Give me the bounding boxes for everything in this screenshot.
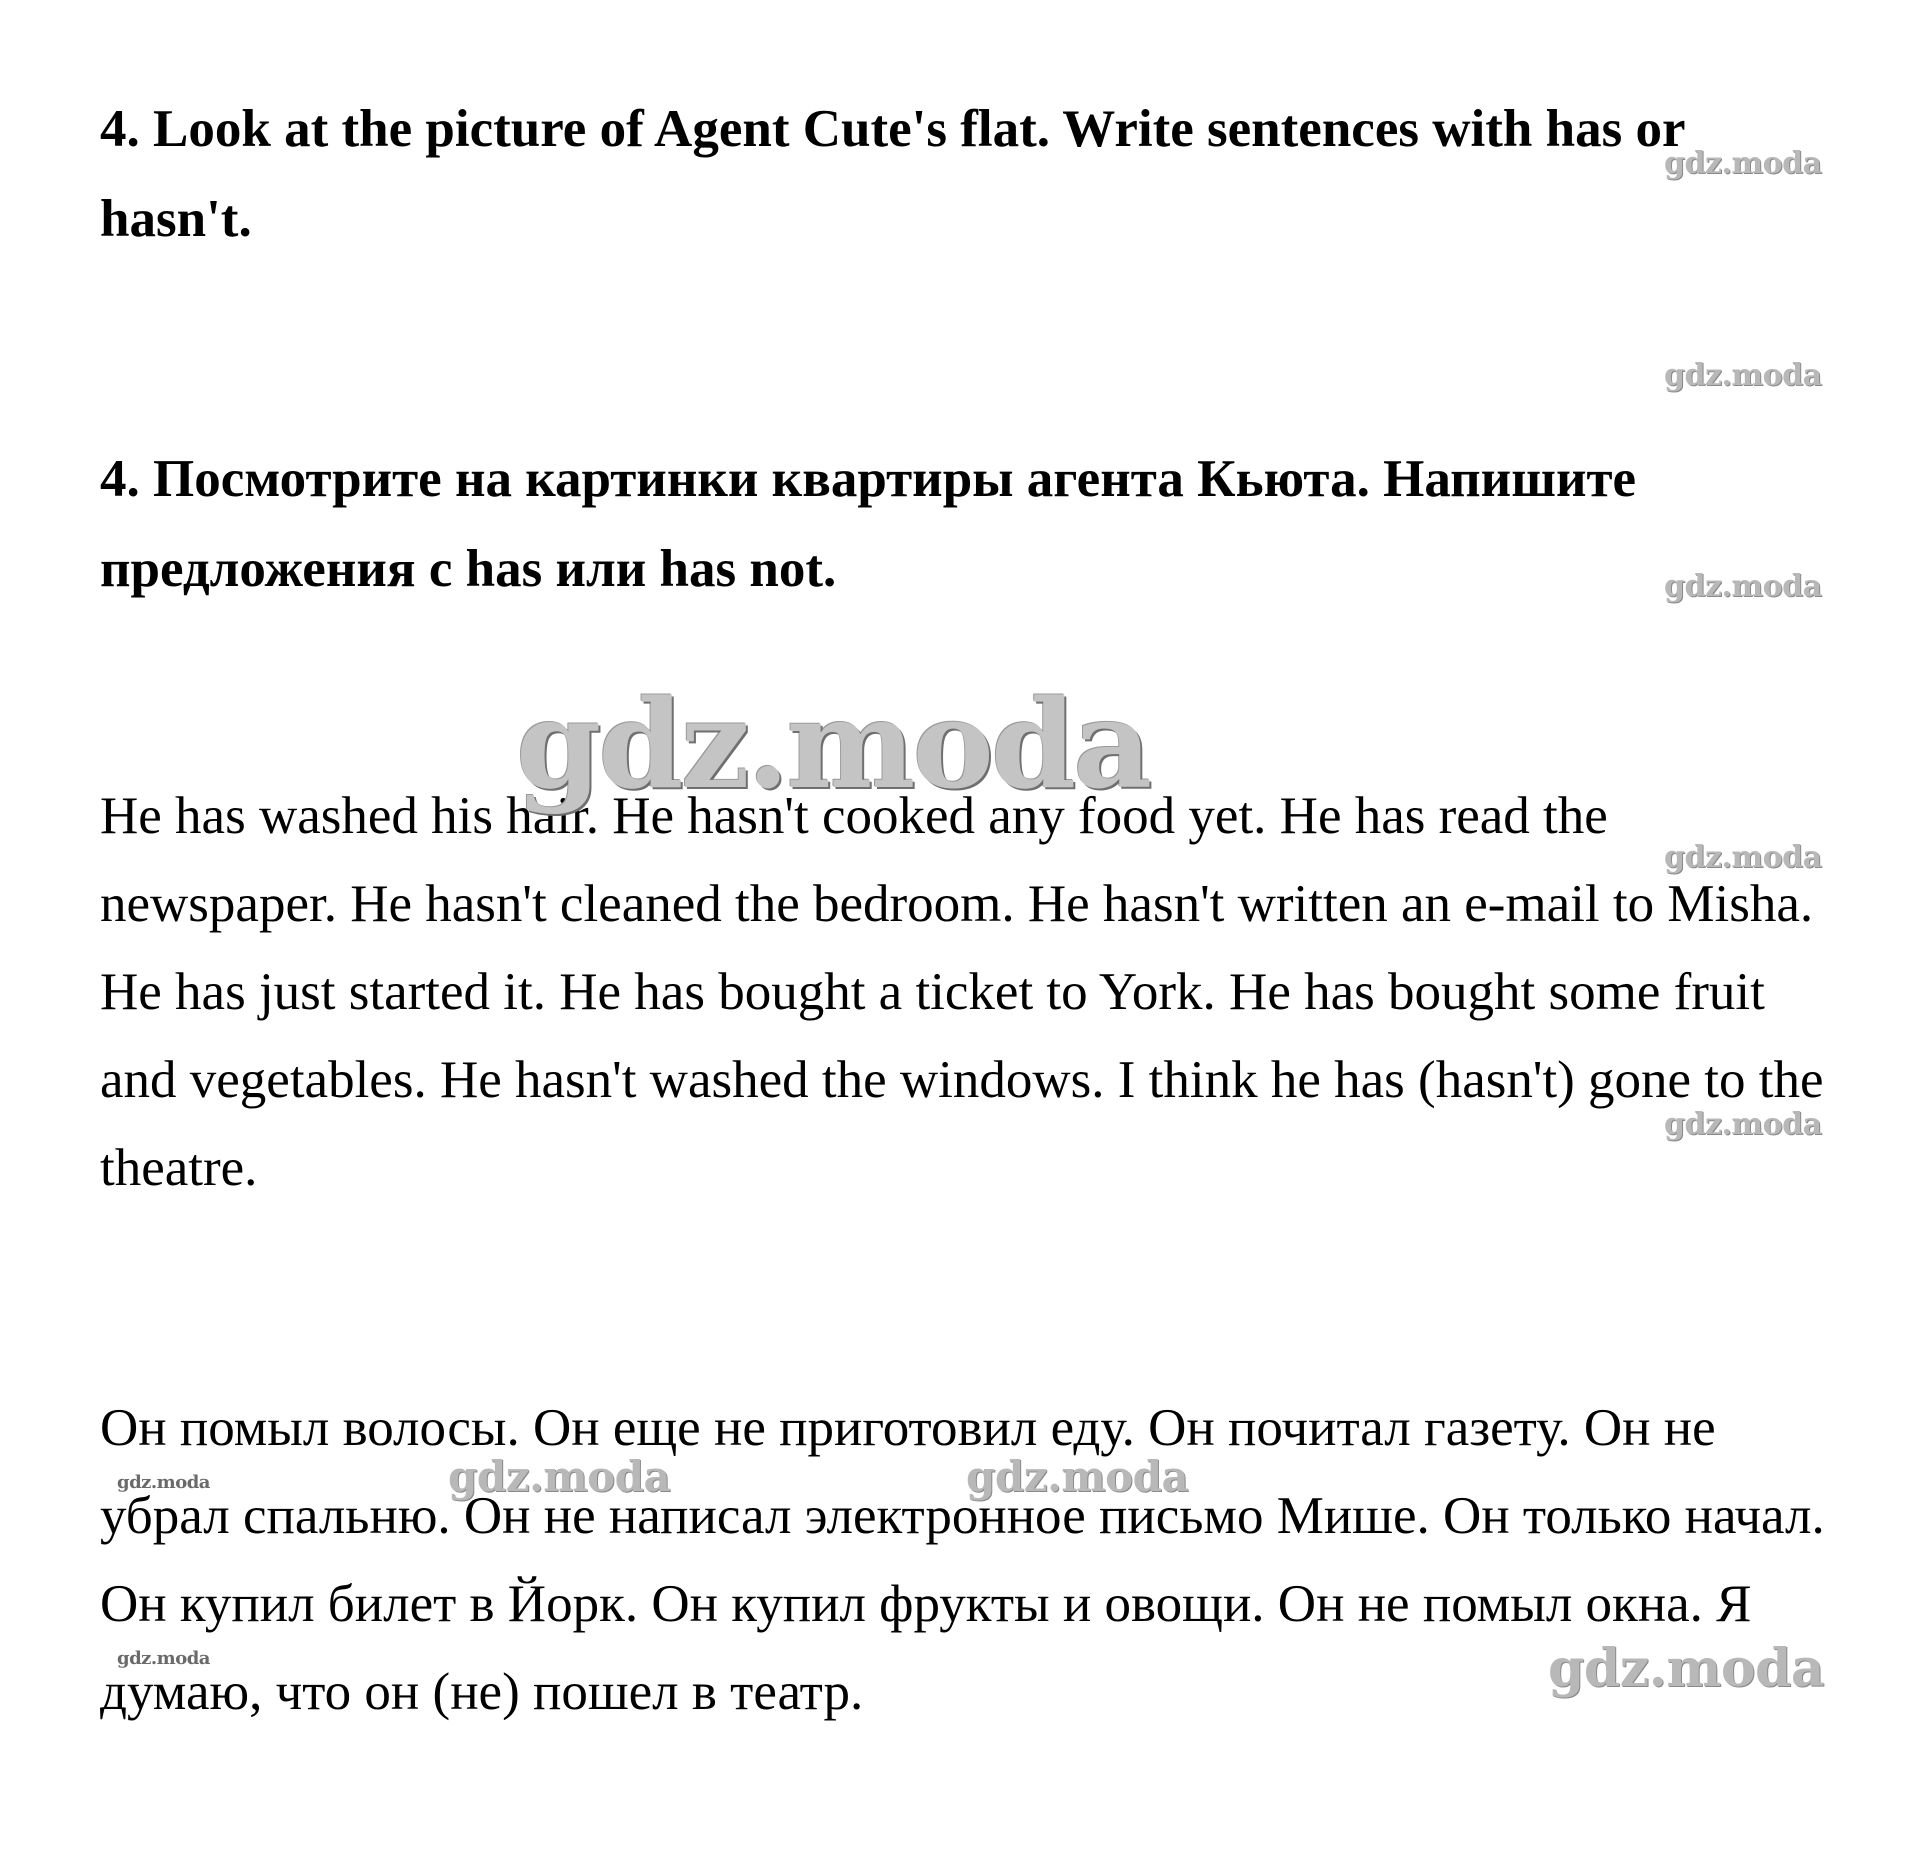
watermark: gdz.moda	[1664, 358, 1822, 393]
watermark: gdz.moda	[1664, 146, 1822, 181]
watermark: gdz.moda	[1664, 840, 1822, 875]
watermark: gdz.moda	[1548, 1638, 1825, 1699]
task-heading-russian: 4. Посмотрите на картинки квартиры агента Кьюта. Напишите предложения с has или has not.	[100, 450, 1637, 598]
task-heading-english: 4. Look at the picture of Agent Cute's flat. Write sentences with has or hasn't.	[100, 100, 1685, 248]
watermark-large: gdz.moda	[516, 672, 1150, 816]
answer-russian: Он помыл волосы. Он еще не приготовил еду. Он почитал газету. Он не убрал спальню. Он не написал электронное письмо Мише. Он только начал. Он купил билет в Йорк. Он купил фрукты и овощи. Он не помыл окна. Я думаю, что он (не) пошел в театр.	[100, 1399, 1825, 1721]
watermark-tiny: gdz.moda	[117, 1472, 210, 1493]
answer-english: He has washed his hair. He hasn't cooked any food yet. He has read the newspaper. He hasn't cleaned the bedroom. He hasn't written an e-mail to Misha. He has just started it. He has bought a ticket to York. He has bought some fruit and vegetables. He hasn't washed the windows. I think he has (hasn't) gone to the theatre.	[100, 787, 1824, 1197]
watermark: gdz.moda	[966, 1452, 1189, 1501]
watermark-tiny: gdz.moda	[117, 1648, 210, 1669]
watermark: gdz.moda	[448, 1452, 671, 1501]
watermark: gdz.moda	[1664, 1107, 1822, 1142]
watermark: gdz.moda	[1664, 569, 1822, 604]
